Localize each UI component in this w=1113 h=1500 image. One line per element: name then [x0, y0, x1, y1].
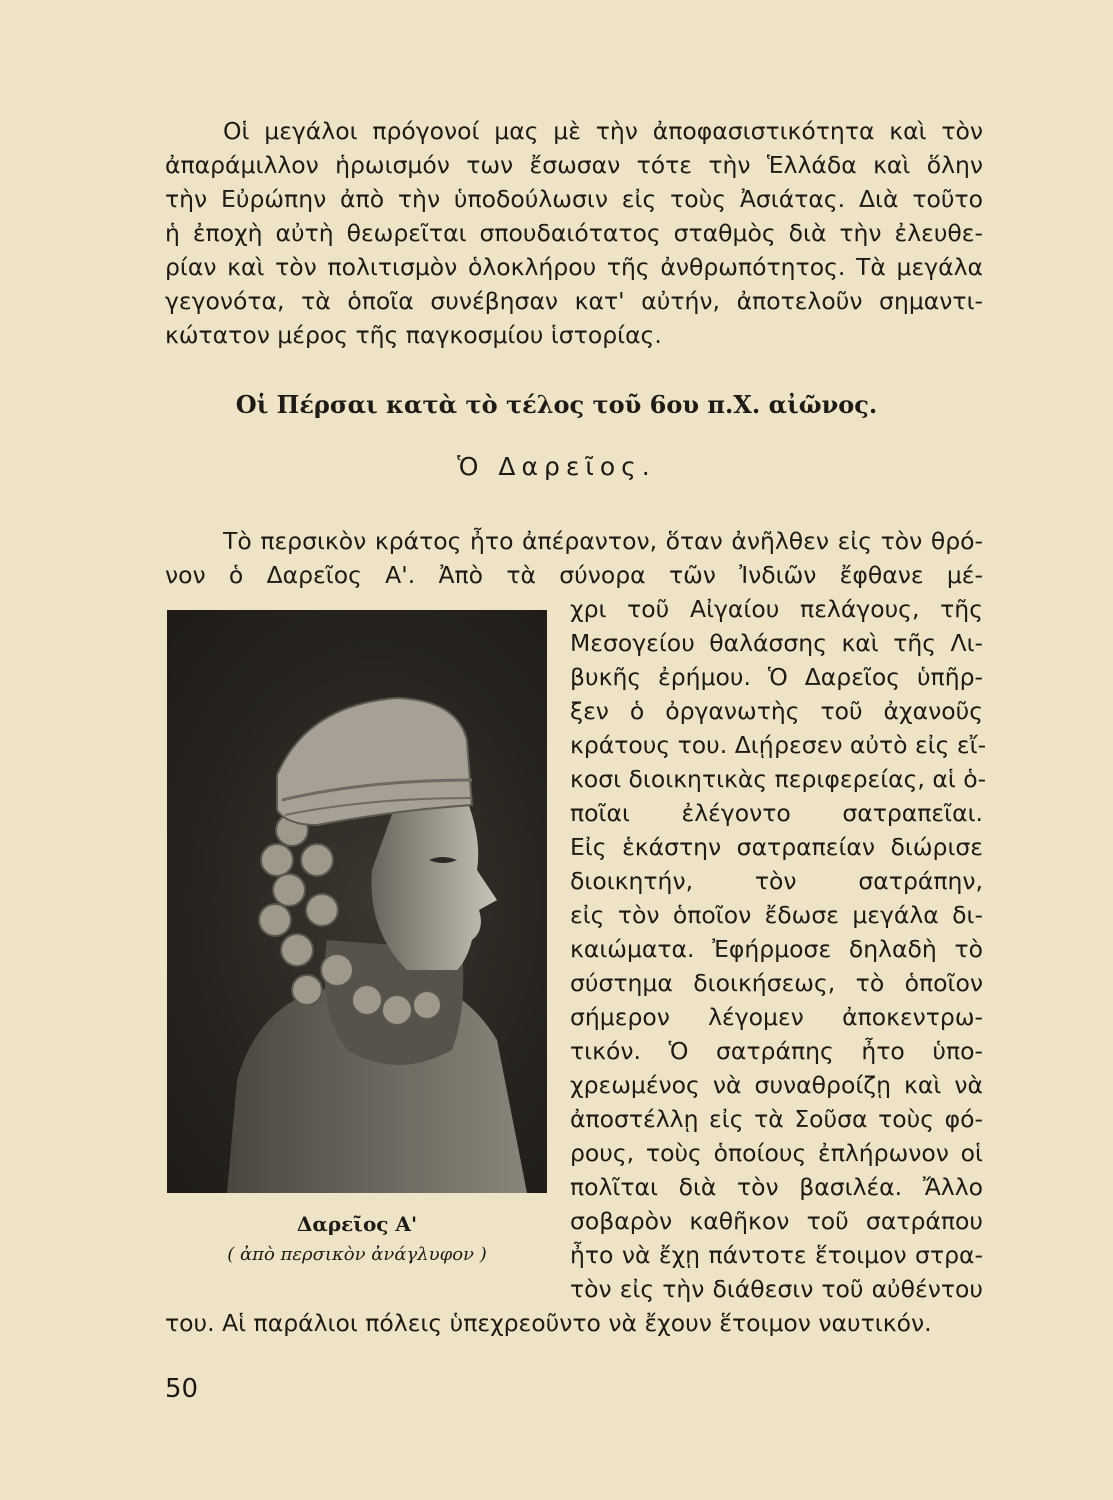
paragraph2-line: σύστημα διοικήσεως, τὸ ὁποῖον [570, 969, 983, 997]
paragraph2-line: χρεωμένος νὰ συναθροίζῃ καὶ νὰ [570, 1071, 983, 1099]
paragraph2-line: καιώματα. Ἐφήρμοσε δηλαδὴ τὸ [570, 935, 983, 963]
darius-relief-image [167, 610, 547, 1193]
paragraph2-line: εἰς τὸν ὁποῖον ἔδωσε μεγάλα δι- [570, 901, 983, 929]
paragraph2-line: σοβαρὸν καθῆκον τοῦ σατράπου [570, 1207, 983, 1235]
paragraph2-line: κοσι διοικητικὰς περιφερείας, αἱ ὁ- [570, 765, 987, 793]
paragraph2-line: Μεσογείου θαλάσσης καὶ τῆς Λι- [570, 629, 983, 657]
paragraph2-line: ξεν ὁ ὀργανωτὴς τοῦ ἀχανοῦς [570, 697, 983, 725]
sub-heading: Ὁ Δαρεῖος. [457, 452, 656, 481]
paragraph2-line: κράτους του. Διῄρεσεν αὐτὸ εἰς εἴ- [570, 731, 987, 759]
paragraph2-line: ἦτο νὰ ἔχῃ πάντοτε ἕτοιμον στρα- [570, 1241, 983, 1269]
paragraph1-line: τὴν Εὐρώπην ἀπὸ τὴν ὑποδούλωσιν εἰς τοὺς Ἀσιάτας. Διὰ τοῦτο [165, 185, 983, 213]
figure-caption-title: Δαρεῖος Α' [296, 1212, 418, 1236]
paragraph1-line: ἡ ἐποχὴ αὐτὴ θεωρεῖται σπουδαιότατος σταθμὸς διὰ τὴν ἐλευθε- [165, 219, 983, 247]
paragraph2-line: ποῖαι ἐλέγοντο σατραπεῖαι. [570, 799, 983, 827]
section-heading: Οἱ Πέρσαι κατὰ τὸ τέλος τοῦ 6ου π.Χ. αἰῶνος. [235, 390, 878, 419]
paragraph2-line: χρι τοῦ Αἰγαίου πελάγους, τῆς [570, 595, 983, 623]
paragraph2-line: Εἰς ἑκάστην σατραπείαν διώρισε [570, 833, 983, 861]
paragraph2-line: διοικητήν, τὸν σατράπην, [570, 867, 983, 895]
paragraph2-line: νον ὁ Δαρεῖος Α'. Ἀπὸ τὰ σύνορα τῶν Ἰνδιῶν ἔφθανε μέ- [165, 561, 983, 589]
paragraph1-line: Οἱ μεγάλοι πρόγονοί μας μὲ τὴν ἀποφασιστικότητα καὶ τὸν [223, 117, 983, 145]
figure-caption-subtitle: ( ἀπὸ περσικὸν ἀνάγλυφον ) [227, 1244, 487, 1265]
paragraph2-line: σήμερον λέγομεν ἀποκεντρω- [570, 1003, 983, 1031]
paragraph2-line: Τὸ περσικὸν κράτος ἦτο ἀπέραντον, ὅταν ἀνῆλθεν εἰς τὸν θρό- [223, 527, 983, 555]
paragraph1-line: ρίαν καὶ τὸν πολιτισμὸν ὁλοκλήρου τῆς ἀνθρωπότητος. Τὰ μεγάλα [165, 253, 983, 281]
paragraph2-line: τὸν εἰς τὴν διάθεσιν τοῦ αὐθέντου [570, 1275, 983, 1303]
paragraph2-line: ἀποστέλλῃ εἰς τὰ Σοῦσα τοὺς φό- [570, 1105, 983, 1133]
paragraph2-line: του. Αἱ παράλιοι πόλεις ὑπεχρεοῦντο νὰ ἔχουν ἕτοιμον ναυτικόν. [165, 1309, 932, 1337]
paragraph1-line: ἀπαράμιλλον ἡρωισμόν των ἔσωσαν τότε τὴν Ἑλλάδα καὶ ὅλην [165, 151, 983, 179]
page-number: 50 [165, 1374, 199, 1404]
paragraph2-line: πολῖται διὰ τὸν βασιλέα. Ἄλλο [570, 1173, 983, 1201]
paragraph1-line: κώτατον μέρος τῆς παγκοσμίου ἱστορίας. [165, 321, 662, 349]
relief-portrait-icon [167, 610, 547, 1193]
paragraph1-line: γεγονότα, τὰ ὁποῖα συνέβησαν κατ' αὐτήν, ἀποτελοῦν σημαντι- [165, 287, 983, 315]
paragraph2-line: βυκῆς ἐρήμου. Ὁ Δαρεῖος ὑπῆρ- [570, 663, 983, 691]
paragraph2-line: ρους, τοὺς ὁποίους ἐπλήρωνον οἱ [570, 1139, 983, 1167]
paragraph2-line: τικόν. Ὁ σατράπης ἦτο ὑπο- [570, 1037, 983, 1065]
